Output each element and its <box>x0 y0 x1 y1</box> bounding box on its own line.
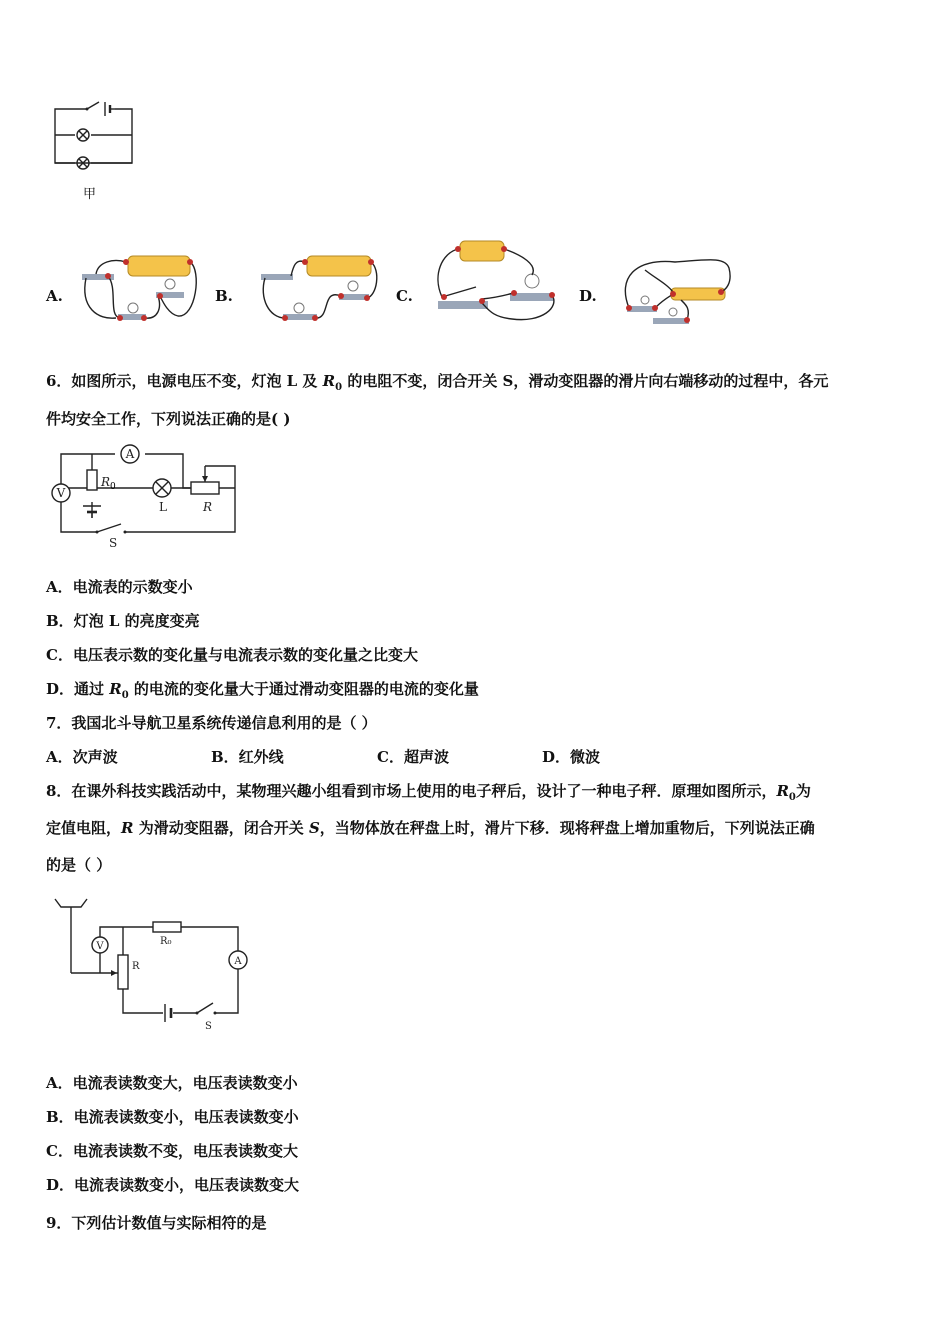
q8-line1-sub: 0 <box>788 792 796 803</box>
q8-voltmeter-label: V <box>96 941 104 952</box>
q7-option-b[interactable]: B．红外线 <box>211 748 284 766</box>
q6-r0-subscript: 0 <box>335 382 343 393</box>
q6-stem-part-2: 的电阻不变，闭合开关 S，滑动变阻器的滑片向右端移动的过程中，各元 <box>342 372 829 390</box>
q5-option-c-physical-circuit[interactable] <box>432 235 562 325</box>
q8-option-a[interactable]: A．电流表读数变大，电压表读数变小 <box>46 1074 298 1092</box>
q6-option-d[interactable] <box>46 678 479 701</box>
q6-option-a[interactable]: A．电流表的示数变小 <box>46 578 193 596</box>
q9-stem: 9．下列估计数值与实际相符的是 <box>46 1214 267 1232</box>
jia-wires <box>55 109 132 163</box>
q6-rheostat-label: R <box>203 500 213 514</box>
q8-rheostat-r <box>111 955 140 989</box>
figure-jia-circuit <box>45 95 155 205</box>
q6-lamp-l <box>153 479 171 514</box>
q8-line2-s: S <box>308 819 320 837</box>
q7-option-d[interactable]: D．微波 <box>542 748 601 766</box>
q8-line2-pre: 定值电阻， <box>46 819 122 837</box>
q8-voltmeter <box>92 937 108 953</box>
q6-r0-label: R <box>101 475 111 489</box>
jia-bulb-1 <box>77 129 89 141</box>
q8-r0-label: R₀ <box>160 936 172 947</box>
jia-switch <box>86 102 100 111</box>
q8-battery <box>165 1004 171 1022</box>
q6-r0-label-sub: 0 <box>110 482 116 492</box>
q8-line1-post: 为 <box>795 782 811 800</box>
q6-circuit-diagram <box>45 440 245 550</box>
q5-option-d-physical-circuit[interactable] <box>615 248 735 333</box>
q5-option-a-label[interactable]: A. <box>46 287 63 305</box>
q8-resistor-r0 <box>153 922 181 947</box>
q6-rheostat-r <box>191 476 219 514</box>
q8-switch-label: S <box>205 1021 212 1032</box>
q5-option-b-physical-circuit[interactable] <box>255 248 380 328</box>
q6-voltmeter-label: V <box>56 486 66 500</box>
q8-line2-r: R <box>121 819 134 837</box>
q8-switch-s <box>196 1003 217 1032</box>
q6-option-d-post: 的电流的变化量大于通过滑动变阻器的电流的变化量 <box>128 680 479 698</box>
q8-line1-pre: 8．在课外科技实践活动中，某物理兴趣小组看到市场上使用的电子秤后，设计了一种电子秤．原理如图所示， <box>46 782 777 800</box>
q6-ammeter-label: A <box>125 447 135 461</box>
q6-option-c[interactable]: C．电压表示数的变化量与电流表示数的变化量之比变大 <box>46 646 418 664</box>
q6-r0-symbol: R <box>322 372 336 390</box>
q8-scale-pan <box>55 899 119 973</box>
q5-option-a-physical-circuit[interactable] <box>78 248 198 328</box>
q7-option-a[interactable]: A．次声波 <box>46 748 118 766</box>
q8-circuit-diagram <box>45 893 260 1033</box>
q6-stem-line-2: 件均安全工作，下列说法正确的是( ) <box>46 410 291 428</box>
q6-option-d-pre: D．通过 <box>46 680 110 698</box>
q6-option-d-r: R <box>109 680 122 698</box>
q6-option-d-sub: 0 <box>121 690 129 701</box>
q5-option-d-label[interactable]: D. <box>579 287 597 305</box>
q8-line2-post: ，当物体放在秤盘上时，滑片下移．现将秤盘上增加重物后，下列说法正确 <box>319 819 815 837</box>
q8-stem-line-2 <box>46 817 815 838</box>
q6-option-b[interactable]: B．灯泡 L 的亮度变亮 <box>46 612 200 630</box>
q8-ammeter <box>229 951 247 969</box>
q7-option-c[interactable]: C．超声波 <box>377 748 449 766</box>
figure-jia-caption: 甲 <box>83 187 97 202</box>
q6-switch-s <box>96 524 127 550</box>
q8-option-b[interactable]: B．电流表读数变小，电压表读数变小 <box>46 1108 299 1126</box>
q8-ammeter-label: A <box>234 956 242 967</box>
q7-stem: 7．我国北斗导航卫星系统传递信息利用的是（ ） <box>46 714 377 732</box>
q8-line2-mid: 为滑动变阻器，闭合开关 <box>133 819 309 837</box>
q8-stem-line-3: 的是（ ） <box>46 856 112 874</box>
jia-battery <box>105 102 115 116</box>
q6-stem-line-1 <box>46 370 828 393</box>
q8-rheostat-label: R <box>132 961 140 972</box>
q6-voltmeter <box>52 484 70 502</box>
q6-stem-part-1: 6．如图所示，电源电压不变，灯泡 L 及 <box>46 372 323 390</box>
q8-option-d[interactable]: D．电流表读数变小，电压表读数变大 <box>46 1176 300 1194</box>
q8-line1-r: R <box>776 782 789 800</box>
q5-option-b-label[interactable]: B. <box>215 287 233 305</box>
q5-option-c-label[interactable]: C. <box>396 287 413 305</box>
q6-resistor-r0 <box>87 470 116 492</box>
q8-stem-line-1 <box>46 780 811 803</box>
q8-option-c[interactable]: C．电流表读数不变，电压表读数变大 <box>46 1142 298 1160</box>
q6-lamp-label: L <box>159 500 167 514</box>
q6-switch-label: S <box>109 536 118 550</box>
q6-ammeter <box>121 445 139 463</box>
